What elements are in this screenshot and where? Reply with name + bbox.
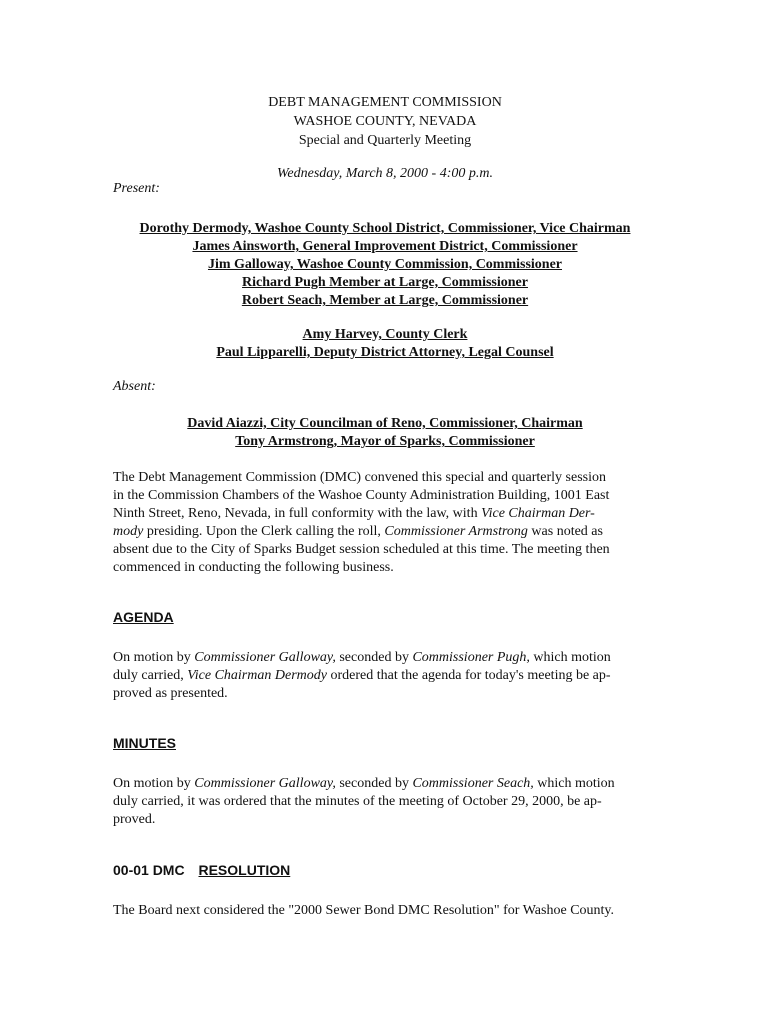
text-line: The Board next considered the "2000 Sewer Bond DMC Resolution" for Washoe County. (113, 903, 615, 918)
meeting-date: Wednesday, March 8, 2000 - 4:00 p.m. (277, 166, 493, 181)
minutes-paragraph (113, 775, 658, 829)
staff-member: Amy Harvey, County Clerk (302, 327, 468, 342)
document-header (0, 93, 770, 150)
staff-list (0, 326, 770, 362)
header-county: WASHOE COUNTY, NEVADA (293, 114, 477, 129)
resolution-paragraph (113, 902, 658, 920)
resolution-heading (113, 862, 290, 878)
agenda-heading: AGENDA (113, 609, 174, 625)
text-line: On motion by Commissioner Galloway, seconded by Commissioner Seach, which motion (113, 776, 615, 791)
staff-member: Paul Lipparelli, Deputy District Attorney, Legal Counsel (216, 345, 554, 360)
text-line: in the Commission Chambers of the Washoe County Administration Building, 1001 East (113, 488, 610, 503)
text-line: absent due to the City of Sparks Budget session scheduled at this time. The meeting then (113, 542, 610, 557)
header-commission-title: DEBT MANAGEMENT COMMISSION (268, 95, 502, 110)
present-member: Robert Seach, Member at Large, Commissioner (241, 293, 529, 308)
text-line: duly carried, it was ordered that the minutes of the meeting of October 29, 2000, be ap- (113, 794, 602, 809)
absent-member: Tony Armstrong, Mayor of Sparks, Commissioner (235, 434, 535, 449)
absent-label: Absent: (113, 379, 156, 394)
text-line: commenced in conducting the following business. (113, 560, 394, 575)
present-member: James Ainsworth, General Improvement District, Commissioner (192, 239, 578, 254)
absent-list (0, 415, 770, 451)
text-line: On motion by Commissioner Galloway, seconded by Commissioner Pugh, which motion (113, 650, 611, 665)
present-member: Jim Galloway, Washoe County Commission, Commissioner (207, 257, 563, 272)
text-line: duly carried, Vice Chairman Dermody ordered that the agenda for today's meeting be ap- (113, 668, 611, 683)
text-line: Ninth Street, Reno, Nevada, in full conformity with the law, with Vice Chairman Der- (113, 506, 595, 521)
text-line: proved as presented. (113, 686, 228, 701)
present-list (0, 220, 770, 310)
absent-member: David Aiazzi, City Councilman of Reno, Commissioner, Chairman (187, 416, 583, 431)
header-meeting-type: Special and Quarterly Meeting (298, 133, 472, 148)
present-member: Dorothy Dermody, Washoe County School District, Commissioner, Vice Chairman (139, 221, 631, 236)
text-line: mody presiding. Upon the Clerk calling the roll, Commissioner Armstrong was noted as (113, 524, 603, 539)
present-label: Present: (113, 181, 160, 196)
text-line: The Debt Management Commission (DMC) convened this special and quarterly session (113, 470, 607, 485)
resolution-number: 00-01 DMC (113, 862, 185, 878)
minutes-heading: MINUTES (113, 735, 176, 751)
agenda-paragraph (113, 649, 658, 703)
text-line: proved. (113, 812, 156, 827)
present-member: Richard Pugh Member at Large, Commissioner (242, 275, 528, 290)
resolution-title: RESOLUTION (198, 862, 291, 878)
intro-paragraph (113, 469, 658, 577)
